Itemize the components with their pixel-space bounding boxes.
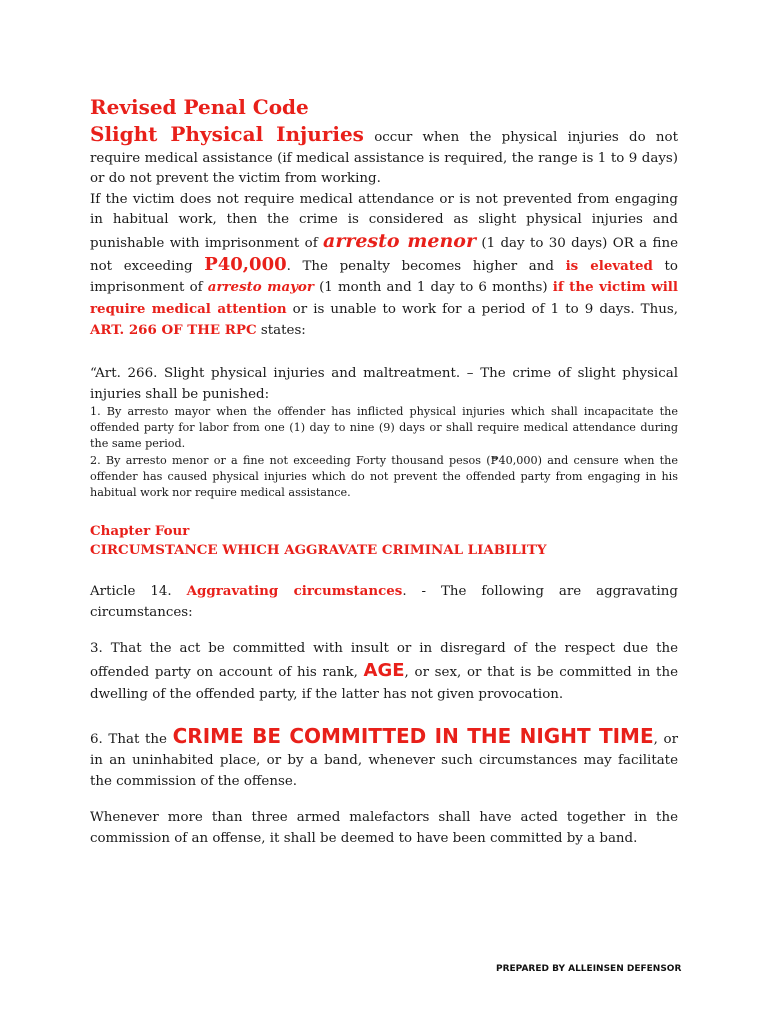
item-3-text-1: 3. That the act be committed with insult or in disregard of the respect due the offended party on account of his rank, (90, 641, 678, 680)
band-paragraph: Whenever more than three armed malefactors shall have acted together in the commission of an offense, it shall be deemed to have been committed by a band. (90, 810, 678, 846)
arresto-mayor-term: arresto mayor (207, 279, 314, 296)
article-14-suffix: . - The following are aggravating circumstances: (90, 584, 679, 620)
item-6-text-1: 6. That the (90, 732, 173, 747)
intro-text-3: (1 day to 30 days) OR a fine not exceeding (90, 235, 679, 274)
fine-amount: P40,000 (204, 253, 287, 275)
section-heading: Slight Physical Injuries (90, 122, 364, 146)
chapter-label: Chapter Four (90, 523, 190, 539)
intro-text-4: . The penalty becomes higher and (286, 258, 566, 274)
intro-text-5: to imprisonment of (90, 258, 678, 296)
article-266-quote: “Art. 266. Slight physical injuries and maltreatment. – The crime of slight physical injuries shall be punished: (90, 366, 678, 402)
aggravating-circumstances-term: Aggravating circumstances (186, 583, 403, 599)
item-6-paragraph (90, 726, 678, 792)
intro-text-1: occur when the physical injuries do not require medical assistance (if medical assistance is required, the range is 1 to 9 days) or do not prevent the victim from working. (90, 130, 678, 187)
chapter-title: CIRCUMSTANCE WHICH AGGRAVATE CRIMINAL LIABILITY (90, 542, 547, 558)
intro-paragraph (90, 124, 678, 342)
is-elevated-term: is elevated (565, 257, 653, 274)
article-266-item-1: 1. By arresto mayor when the offender has inflicted physical injuries which shall incapacitate the offended party for labor from one (1) day to nine (9) days or shall require medical attendance during the same period. (90, 405, 678, 451)
night-time-term: CRIME BE COMMITTED IN THE NIGHT TIME (172, 724, 654, 748)
item-3-text-2: , or sex, or that is be committed in the dwelling of the offended party, if the latter has not given provocation. (90, 665, 678, 702)
article-14 (90, 581, 678, 623)
footer-credit: PREPARED BY ALLEINSEN DEFENSOR (496, 964, 682, 974)
intro-text-8: states: (256, 323, 306, 339)
item-6-text-2: , or in an uninhabited place, or by a band, whenever such circumstances may facilitate the commission of the offense. (90, 732, 678, 789)
arresto-menor-term: arresto menor (323, 229, 476, 252)
article-266-item-2: 2. By arresto menor or a fine not exceeding Forty thousand pesos (₱40,000) and censure when the offender has caused physical injuries which do not prevent the offended party from engaging in his habitual work nor require medical assistance. (90, 454, 678, 500)
item-3-paragraph (90, 638, 678, 706)
age-term: AGE (363, 660, 405, 681)
document-title: Revised Penal Code (90, 95, 309, 119)
intro-text-7: or is unable to work for a period of 1 to 9 days. Thus, (286, 301, 678, 317)
intro-text-6: (1 month and 1 day to 6 months) (313, 280, 553, 296)
intro-text-2: If the victim does not require medical attendance or is not prevented from engaging in habitual work, then the crime is considered as slight physical injuries and punishable with imprisonment of (90, 191, 678, 251)
medical-attention-term: if the victim will require medical attention (90, 279, 678, 317)
art-266-reference: ART. 266 OF THE RPC (90, 322, 257, 339)
article-14-prefix: Article 14. (90, 584, 187, 599)
